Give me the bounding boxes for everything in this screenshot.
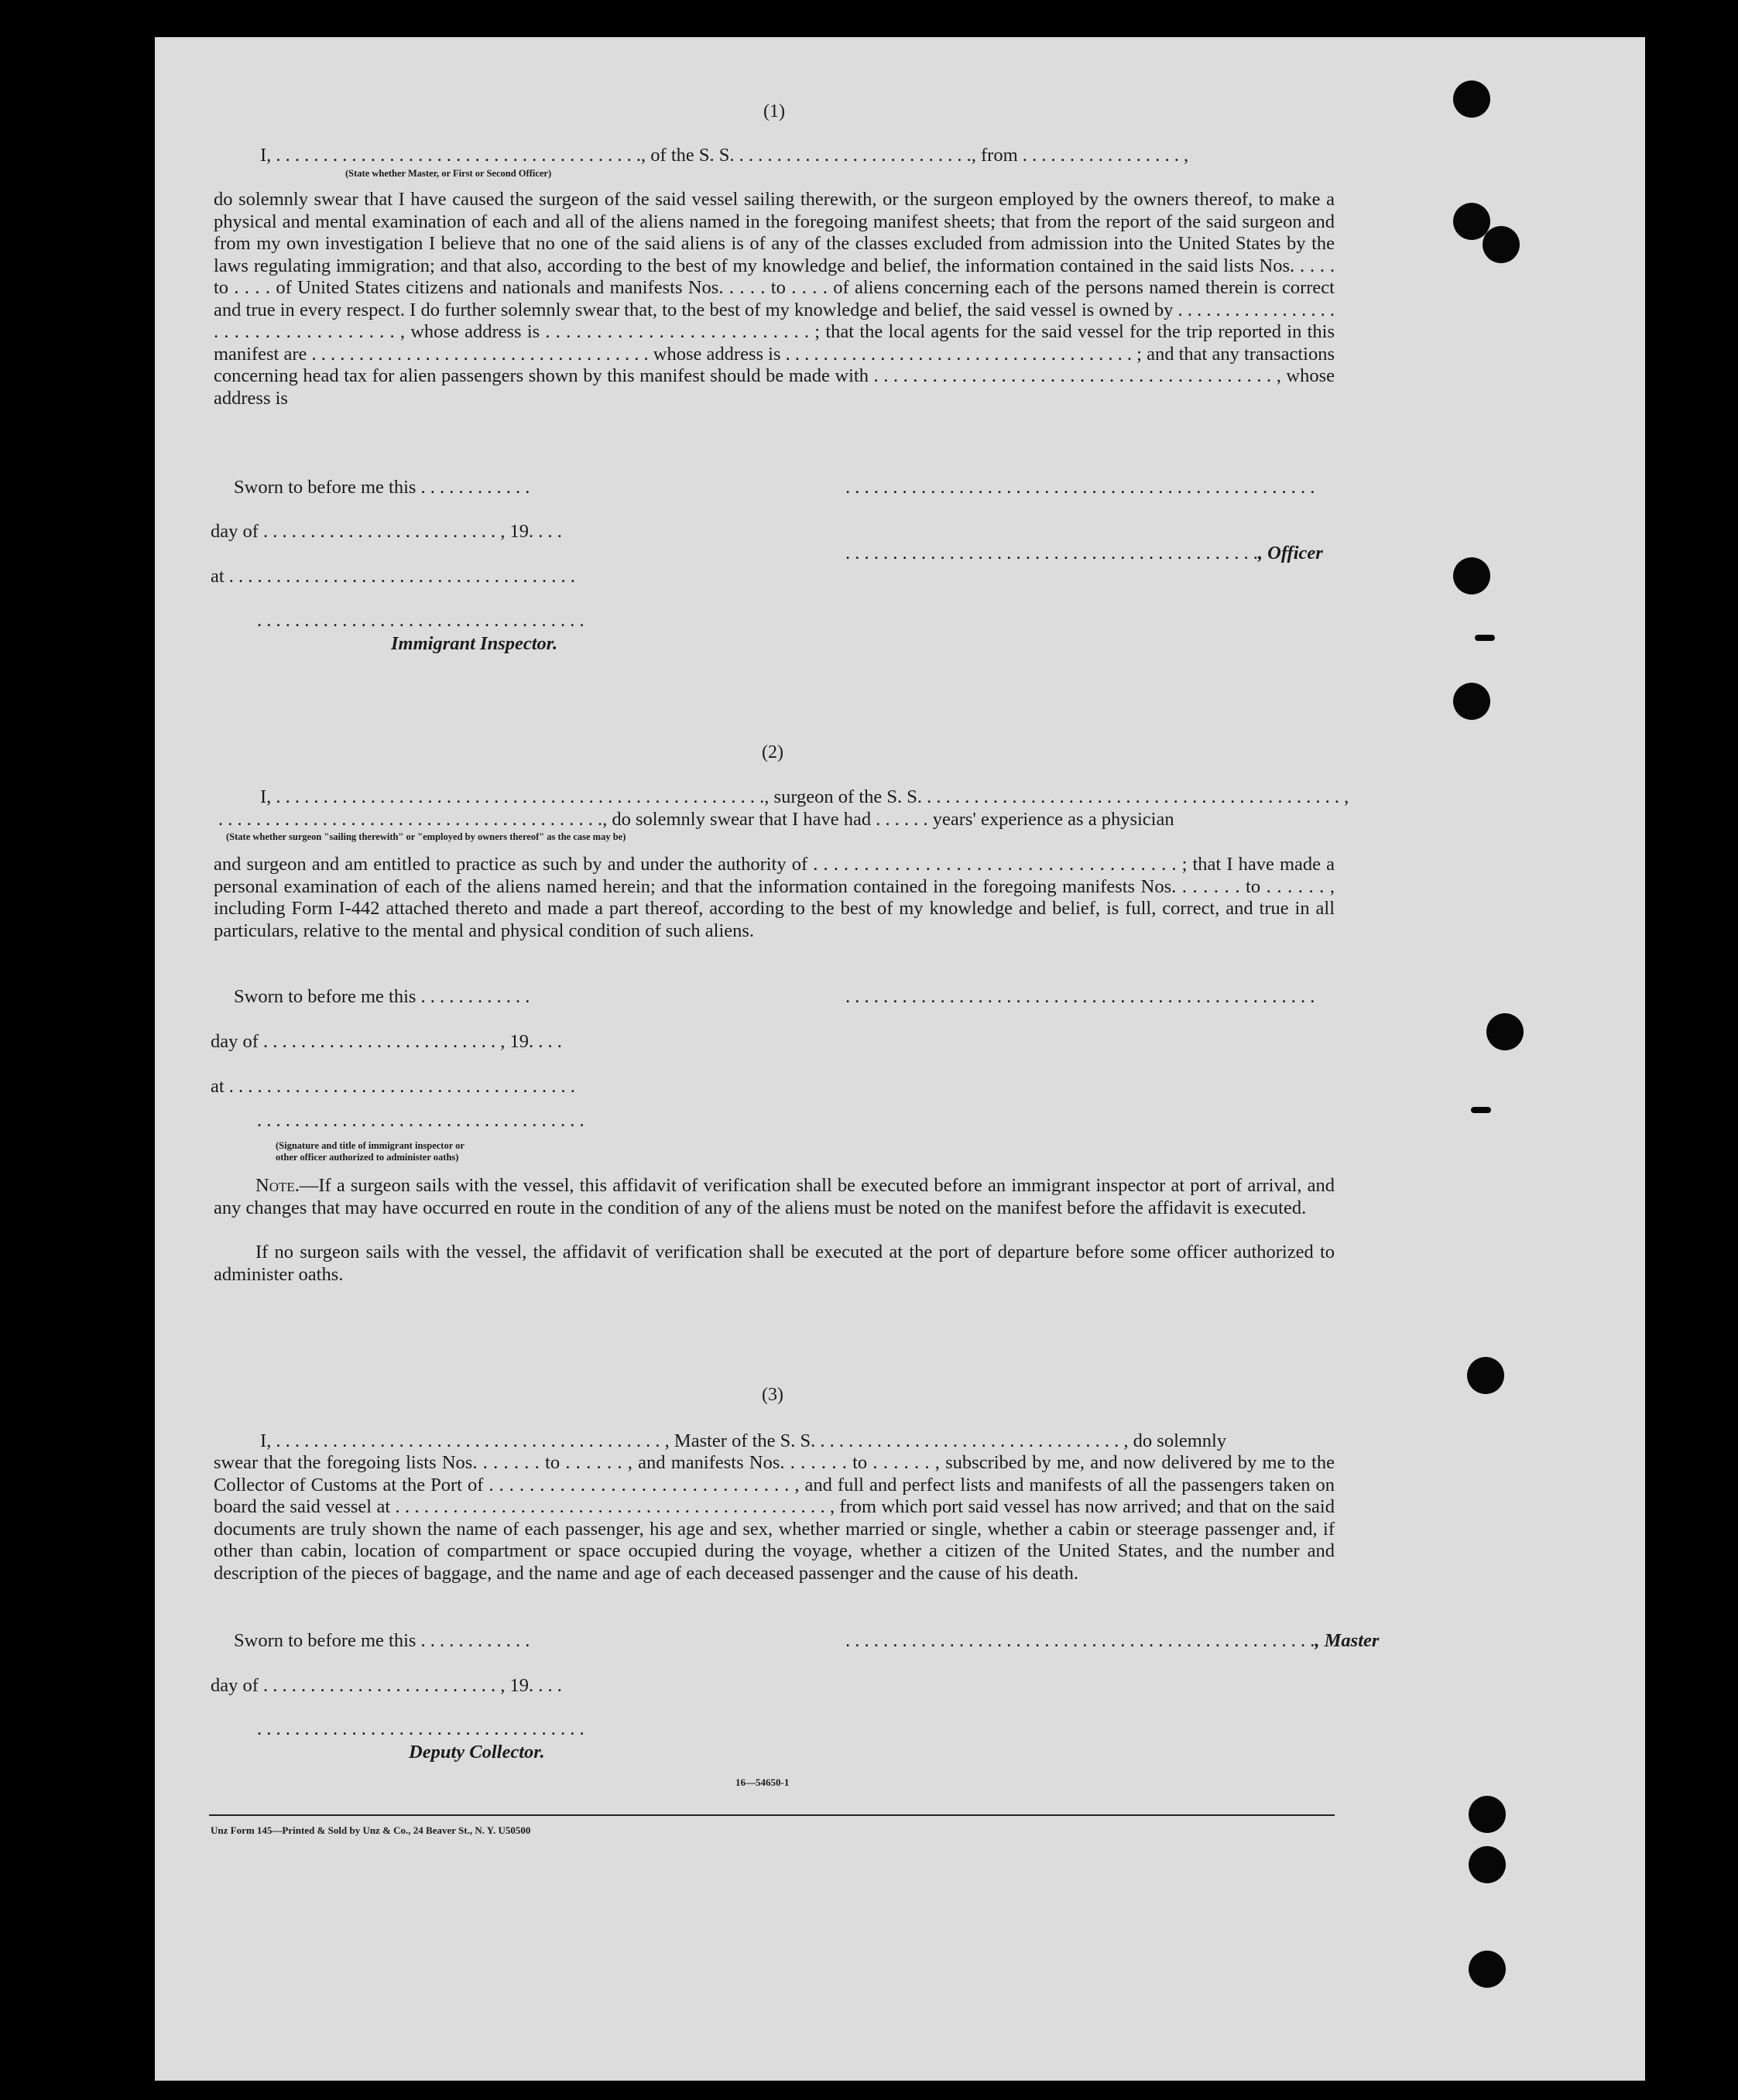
master-title: , Master <box>1315 1630 1380 1651</box>
at-line: at . . . . . . . . . . . . . . . . . . . . . . . . . . . . . . . . . . . . . <box>211 1076 575 1097</box>
note-text: —If a surgeon sails with the vessel, this affidavit of verification shall be executed before an immigrant inspector at port of arrival, and any changes that may have occurred en route in the condition of any of the aliens must be noted on the manifest before the affidavit is executed. <box>214 1175 1335 1218</box>
note-label: Note. <box>255 1175 300 1196</box>
section-number: (1) <box>763 101 785 122</box>
surgeon-line <box>260 788 1349 807</box>
day-line: day of . . . . . . . . . . . . . . . . . . . . . . . . . , 19. . . . <box>211 521 562 542</box>
day-line: day of . . . . . . . . . . . . . . . . . . . . . . . . . , 19. . . . <box>211 1031 562 1052</box>
field-instruction: (State whether Master, or First or Second Officer) <box>345 168 552 179</box>
signature-title: Immigrant Inspector. <box>391 633 558 654</box>
officer-signature-blank <box>845 544 1323 564</box>
vessel-blank: . . . . . . . . . . . . . . . . . . . . . . . . . . . . . . . . . . . . . . . . . . . . , <box>927 786 1349 807</box>
sworn-line: Sworn to before me this . . . . . . . . . . . . <box>234 1630 530 1651</box>
officer-title: , Officer <box>1257 543 1323 564</box>
section-number: (2) <box>762 742 783 762</box>
vessel-label: , of the S. S. <box>641 145 735 166</box>
status-blank: . . . . . . . . . . . . . . . . . . . . . . . . . . . . . . . . . . . . . . . . . <box>218 809 603 830</box>
punch-mark <box>1471 1107 1491 1113</box>
punch-hole <box>1483 226 1520 263</box>
oath-paragraph: do solemnly swear that I have caused the surgeon of the said vessel sailing therewith, or the surgeon employed by the owners thereof, to make a physical and mental examination of each and all of the aliens named in the foregoing manifest sheets; that from the report of the said surgeon and from my own investigation I believe that no one of the said aliens is of any of the classes excluded from admission into the United States by the laws regulating immigration; and that also, according to the best of my knowledge and belief, the information contained in the said lists Nos. . . . . to . . . . of United States citizens and nationals and manifests Nos. . . . . to . . . . of aliens concerning each of the persons named therein is correct and true in every respect. I do further solemnly swear that, to the best of my knowledge and belief, the said vessel is owned by . . . . . . . . . . . . . . . . . . . . . . . . . . . . . . . . . . . , whose address is . . . . . . . . . . . . . . . . . . . . . . . . . . ; that the local agents for the said vessel for the trip reported in this manifest are . . . . . . . . . . . . . . . . . . . . . . . . . . . . . . . . . . . . whose address is . . . . . . . . . . . . . . . . . . . . . . . . . . . . . . . . . . . . . ; and that any transactions concerning head tax for alien passengers shown by this manifest should be made with . . . . . . . . . . . . . . . . . . . . . . . . . . . . . . . . . . . . . . . . . , whose address is <box>214 189 1335 409</box>
signature-title: Deputy Collector. <box>409 1742 545 1763</box>
surgeon-label: , surgeon of the S. S. <box>764 786 923 807</box>
signature-instruction: (Signature and title of immigrant inspector or <box>276 1140 464 1151</box>
vessel-blank: . . . . . . . . . . . . . . . . . . . . . . . . . <box>739 145 972 166</box>
name-blank: . . . . . . . . . . . . . . . . . . . . . . . . . . . . . . . . . . . . . . . . . . . . . . . . . . . . <box>276 786 765 807</box>
sworn-line: Sworn to before me this . . . . . . . . . . . . <box>234 477 530 498</box>
note-paragraph-2: If no surgeon sails with the vessel, the affidavit of verification shall be executed at the port of departure before some officer authorized to administer oaths. <box>214 1242 1335 1285</box>
master-line: I, . . . . . . . . . . . . . . . . . . . . . . . . . . . . . . . . . . . . . . . . . , Master of the S. S. . . . . . . . . . . . . . . . . . . . . . . . . . . . . . . . . , do solemnly <box>260 1430 1227 1451</box>
punch-hole <box>1453 81 1490 118</box>
oath-line <box>260 146 1188 166</box>
officer-dots: . . . . . . . . . . . . . . . . . . . . . . . . . . . . . . . . . . . . . . . . . . . . <box>845 543 1258 564</box>
punch-hole <box>1453 683 1490 720</box>
footer-divider <box>209 1814 1335 1816</box>
at-line: at . . . . . . . . . . . . . . . . . . . . . . . . . . . . . . . . . . . . . <box>211 566 575 587</box>
pronoun-label: I, <box>260 145 272 166</box>
sworn-line: Sworn to before me this . . . . . . . . . . . . <box>234 986 530 1007</box>
from-blank: . . . . . . . . . . . . . . . . . , <box>1022 145 1189 166</box>
printer-footer: Unz Form 145—Printed & Sold by Unz & Co., 24 Beaver St., N. Y. U50500 <box>211 1824 531 1836</box>
punch-hole <box>1467 1357 1504 1394</box>
signature-blank: . . . . . . . . . . . . . . . . . . . . . . . . . . . . . . . . . . . <box>257 1718 584 1739</box>
experience-line <box>218 810 1174 830</box>
master-paragraph: swear that the foregoing lists Nos. . . . . . . to . . . . . . , and manifests Nos. . . . . . . to . . . . . . , subscribed by me, and now delivered by me to the Collector of Customs at the Port of . . . . . . . . . . . . . . . . . . . . . . . . . . . . . . , and full and perfect lists and manifests of all the passengers taken on board the said vessel at . . . . . . . . . . . . . . . . . . . . . . . . . . . . . . . . . . . . . . . . . . . . . , from which port said vessel has now arrived; and that on the said documents are truly shown the name of each passenger, his age and sex, whether married or single, whether a cabin or steerage passenger and, if other than cabin, location of compartment or space occupied during the voyage, whether a citizen of the United States, and the number and description of the pieces of baggage, and the name and age of each deceased passenger and the cause of his death. <box>214 1452 1335 1584</box>
punch-hole <box>1453 557 1490 594</box>
punch-mark <box>1475 635 1495 641</box>
surgeon-signature-blank: . . . . . . . . . . . . . . . . . . . . . . . . . . . . . . . . . . . . . . . . . . . . . . . . . . <box>845 986 1315 1007</box>
from-label: , from <box>971 145 1018 166</box>
section-number: (3) <box>762 1385 783 1405</box>
officer-name-blank: . . . . . . . . . . . . . . . . . . . . . . . . . . . . . . . . . . . . . . . . . . . . . . . . . . <box>845 477 1315 498</box>
master-signature-blank <box>845 1632 1379 1651</box>
punch-hole <box>1469 1796 1506 1833</box>
form-code: 16—54650-1 <box>735 1776 790 1788</box>
name-blank: . . . . . . . . . . . . . . . . . . . . . . . . . . . . . . . . . . . . . . . <box>276 145 642 166</box>
note-paragraph <box>214 1175 1335 1219</box>
punch-hole <box>1469 1951 1506 1988</box>
surgeon-paragraph: and surgeon and am entitled to practice as such by and under the authority of . . . . . . . . . . . . . . . . . . . . . . . . . . . . . . . . . . . . ; that I have made a personal examination of each of the aliens named herein; and that the information contained in the foregoing manifests Nos. . . . . . . to . . . . . . , including Form I-442 attached thereto and made a part thereof, according to the best of my knowledge and belief, is full, correct, and true in all particulars, relative to the mental and physical condition of such aliens. <box>214 854 1335 941</box>
field-instruction: (State whether surgeon "sailing therewith" or "employed by owners thereof" as the case may be) <box>226 831 626 842</box>
signature-blank: . . . . . . . . . . . . . . . . . . . . . . . . . . . . . . . . . . . <box>257 610 584 631</box>
signature-blank: . . . . . . . . . . . . . . . . . . . . . . . . . . . . . . . . . . . <box>257 1110 584 1131</box>
signature-instruction: other officer authorized to administer oaths) <box>276 1152 459 1163</box>
day-line: day of . . . . . . . . . . . . . . . . . . . . . . . . . , 19. . . . <box>211 1675 562 1696</box>
punch-hole <box>1486 1013 1524 1050</box>
pronoun-label: I, <box>260 786 272 807</box>
experience-text: , do solemnly swear that I have had . . . . . . years' experience as a physician <box>602 809 1174 830</box>
master-dots: . . . . . . . . . . . . . . . . . . . . . . . . . . . . . . . . . . . . . . . . . . . . . . . . . . <box>845 1630 1315 1651</box>
punch-hole <box>1469 1846 1506 1883</box>
